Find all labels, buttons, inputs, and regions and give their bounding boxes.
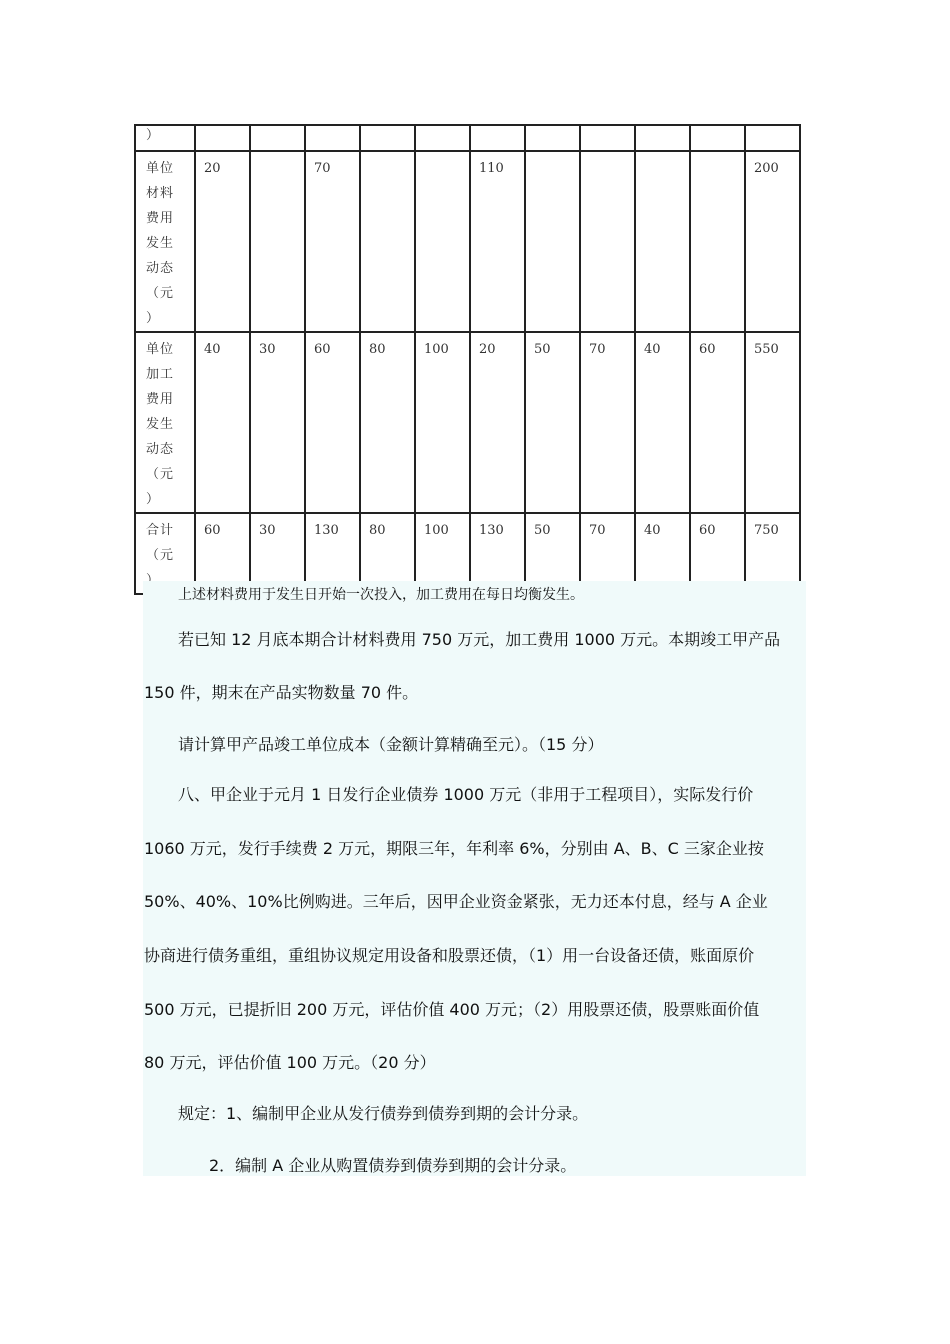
row-label-line: （元 xyxy=(146,467,175,482)
table-cell: 70 xyxy=(580,513,635,594)
table-cell: 50 xyxy=(525,513,580,594)
paragraph-material-note: 上述材料费用于发生日开始一次投入，加工费用在每日均衡发生。 xyxy=(178,587,584,603)
table-cell: 80 xyxy=(360,513,415,594)
paragraph-question-8-line5: 500 万元，已提折旧 200 万元，评估价值 400 万元；（2）用股票还债，股票账面价值 xyxy=(144,1000,760,1019)
paragraph-question-8-line3: 50%、40%、10%比例购进。三年后，因甲企业资金紧张，无力还本付息，经与 A 企业 xyxy=(144,892,768,911)
cost-table xyxy=(134,124,801,595)
row-label-line: 费用 xyxy=(146,392,175,407)
table-cell: 50 xyxy=(525,332,580,513)
row-label-line: 费用 xyxy=(146,211,175,226)
table-cell: 30 xyxy=(250,513,305,594)
table-cell xyxy=(690,125,745,151)
table-cell xyxy=(580,151,635,332)
row-label-line: 发生 xyxy=(146,236,175,251)
table-cell: 750 xyxy=(745,513,800,594)
row-label-line: （元 xyxy=(146,548,175,563)
table-cell: 70 xyxy=(305,151,360,332)
table-cell: 550 xyxy=(745,332,800,513)
row-label-line: ） xyxy=(146,492,161,507)
row-label-line: 合计 xyxy=(146,523,175,538)
table-cell xyxy=(635,125,690,151)
table-cell: 130 xyxy=(470,513,525,594)
row-label xyxy=(135,125,195,151)
table-cell: 30 xyxy=(250,332,305,513)
table-row xyxy=(135,125,800,151)
table-cell: 20 xyxy=(470,332,525,513)
question-text-panel xyxy=(143,581,806,1176)
table-cell: 130 xyxy=(305,513,360,594)
table-cell: 40 xyxy=(195,332,250,513)
table-cell xyxy=(360,125,415,151)
table-cell xyxy=(250,125,305,151)
table-cell: 70 xyxy=(580,332,635,513)
row-label xyxy=(135,151,195,332)
table-cell xyxy=(525,125,580,151)
paragraph-known-costs-cont: 150 件，期末在产品实物数量 70 件。 xyxy=(144,683,419,702)
table-cell xyxy=(415,151,470,332)
table-cell xyxy=(250,151,305,332)
row-label-line: 发生 xyxy=(146,417,175,432)
table-cell: 20 xyxy=(195,151,250,332)
table-cell: 60 xyxy=(690,332,745,513)
paragraph-question-7: 请计算甲产品竣工单位成本（金额计算精确至元）。（15 分） xyxy=(178,735,604,754)
paragraph-requirement-2: 2．编制 A 企业从购置债券到债券到期的会计分录。 xyxy=(209,1156,577,1175)
paragraph-question-8: 八、甲企业于元月 1 日发行企业债券 1000 万元（非用于工程项目），实际发行价 xyxy=(178,785,754,804)
table-cell xyxy=(580,125,635,151)
table-cell xyxy=(635,151,690,332)
table-cell xyxy=(360,151,415,332)
row-label-line: （元 xyxy=(146,286,175,301)
table-cell: 60 xyxy=(690,513,745,594)
table-row xyxy=(135,332,800,513)
table-cell: 60 xyxy=(305,332,360,513)
row-label-line: 单位 xyxy=(146,342,175,357)
row-label-line: 动态 xyxy=(146,442,175,457)
table-cell xyxy=(525,151,580,332)
paragraph-known-costs: 若已知 12 月底本期合计材料费用 750 万元，加工费用 1000 万元。本期竣工甲产品 xyxy=(178,630,781,649)
table-cell xyxy=(305,125,360,151)
paragraph-question-8-line6: 80 万元，评估价值 100 万元。（20 分） xyxy=(144,1053,436,1072)
row-label-line: 材料 xyxy=(146,186,175,201)
table-cell xyxy=(470,125,525,151)
table-cell: 110 xyxy=(470,151,525,332)
table-cell xyxy=(690,151,745,332)
table-cell: 60 xyxy=(195,513,250,594)
table-cell: 40 xyxy=(635,332,690,513)
table-cell: 40 xyxy=(635,513,690,594)
paragraph-requirement-1: 规定：1、编制甲企业从发行债券到债券到期的会计分录。 xyxy=(178,1104,589,1123)
table-cell: 80 xyxy=(360,332,415,513)
row-label-line: 加工 xyxy=(146,367,175,382)
table-cell: 100 xyxy=(415,332,470,513)
table-cell xyxy=(745,125,800,151)
paragraph-question-8-line2: 1060 万元，发行手续费 2 万元，期限三年，年利率 6%，分别由 A、B、C 三家企业按 xyxy=(144,839,764,858)
paragraph-question-8-line4: 协商进行债务重组，重组协议规定用设备和股票还债，（1）用一台设备还债，账面原价 xyxy=(144,946,755,965)
table-row xyxy=(135,151,800,332)
table-cell xyxy=(195,125,250,151)
table-cell: 100 xyxy=(415,513,470,594)
table-cell xyxy=(415,125,470,151)
row-label-line: 动态 xyxy=(146,261,175,276)
row-label-line: ） xyxy=(146,128,161,143)
row-label-line: 单位 xyxy=(146,161,175,176)
row-label xyxy=(135,332,195,513)
row-label-line: ） xyxy=(146,311,161,326)
table-cell: 200 xyxy=(745,151,800,332)
cost-table-wrapper xyxy=(134,124,801,595)
